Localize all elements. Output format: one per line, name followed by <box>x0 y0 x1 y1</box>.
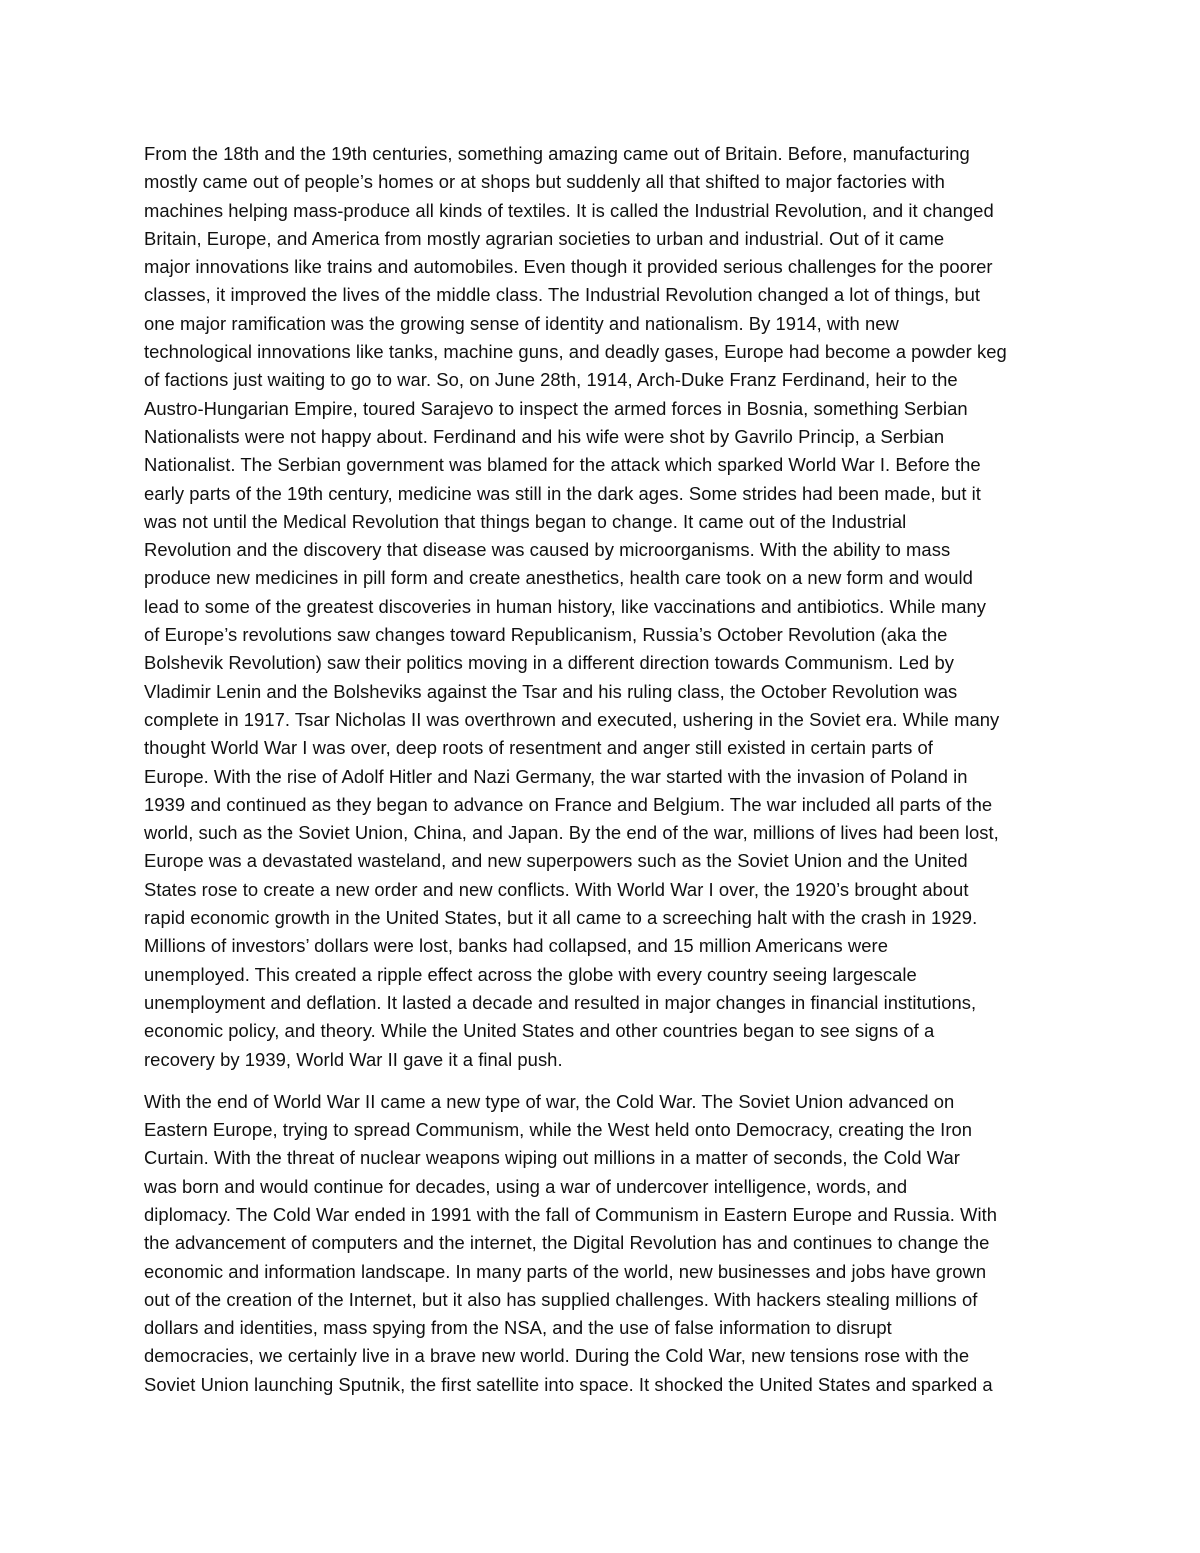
text-line: major innovations like trains and automobiles. Even though it provided serious challenges for the poorer <box>144 256 993 278</box>
text-line: lead to some of the greatest discoveries in human history, like vaccinations and antibiotics. While many <box>144 595 987 617</box>
text-line: Nationalists were not happy about. Ferdinand and his wife were shot by Gavrilo Princip, a Serbian <box>144 425 945 447</box>
text-line: technological innovations like tanks, machine guns, and deadly gases, Europe had become a powder keg <box>144 341 1007 363</box>
text-line: world, such as the Soviet Union, China, and Japan. By the end of the war, millions of lives had been lost, <box>144 822 999 844</box>
text-line: Eastern Europe, trying to spread Communism, while the West held onto Democracy, creating the Iron <box>144 1119 973 1141</box>
text-line: the advancement of computers and the internet, the Digital Revolution has and continues to change the <box>144 1232 990 1254</box>
text-line: unemployed. This created a ripple effect across the globe with every country seeing largescale <box>144 963 917 985</box>
text-line: economic and information landscape. In many parts of the world, new businesses and jobs have grown <box>144 1260 987 1282</box>
text-line: Curtain. With the threat of nuclear weapons wiping out millions in a matter of seconds, the Cold War <box>144 1147 960 1169</box>
text-line: States rose to create a new order and new conflicts. With World War I over, the 1920’s brought about <box>144 878 969 900</box>
text-line: 1939 and continued as they began to advance on France and Belgium. The war included all parts of the <box>144 793 993 815</box>
text-line: Britain, Europe, and America from mostly agrarian societies to urban and industrial. Out of it came <box>144 227 945 249</box>
text-line: Revolution and the discovery that disease was caused by microorganisms. With the ability to mass <box>144 539 951 561</box>
text-line: Austro-Hungarian Empire, toured Sarajevo to inspect the armed forces in Bosnia, something Serbian <box>144 397 968 419</box>
text-line: With the end of World War II came a new type of war, the Cold War. The Soviet Union advanced on <box>144 1090 955 1112</box>
text-line: Europe. With the rise of Adolf Hitler and Nazi Germany, the war started with the invasion of Poland in <box>144 765 968 787</box>
text-line: democracies, we certainly live in a brave new world. During the Cold War, new tensions rose with the <box>144 1345 970 1367</box>
text-line: Vladimir Lenin and the Bolsheviks against the Tsar and his ruling class, the October Revolution was <box>144 680 958 702</box>
text-line: Europe was a devastated wasteland, and new superpowers such as the Soviet Union and the United <box>144 850 968 872</box>
text-line: of Europe’s revolutions saw changes toward Republicanism, Russia’s October Revolution (aka the <box>144 624 948 646</box>
text-line: From the 18th and the 19th centuries, something amazing came out of Britain. Before, manufacturing <box>144 143 970 164</box>
text-line: unemployment and deflation. It lasted a decade and resulted in major changes in financial institutions, <box>144 991 977 1013</box>
text-line: Bolshevik Revolution) saw their politics moving in a different direction towards Communism. Led by <box>144 652 955 674</box>
text-line: complete in 1917. Tsar Nicholas II was overthrown and executed, ushering in the Soviet era. While many <box>144 708 1000 730</box>
text-line: of factions just waiting to go to war. So, on June 28th, 1914, Arch-Duke Franz Ferdinand, heir to the <box>144 369 958 391</box>
text-line: Soviet Union launching Sputnik, the first satellite into space. It shocked the United States and sparked a <box>144 1373 993 1395</box>
text-line: Millions of investors’ dollars were lost, banks had collapsed, and 15 million Americans were <box>144 935 888 957</box>
text-line: machines helping mass-produce all kinds of textiles. It is called the Industrial Revolution, and it changed <box>144 199 994 221</box>
text-line: Nationalist. The Serbian government was blamed for the attack which sparked World War I. Before the <box>144 454 981 476</box>
document-body <box>144 140 1062 1399</box>
paragraph-1 <box>144 140 1062 1074</box>
text-line: rapid economic growth in the United States, but it all came to a screeching halt with the crash in 1929. <box>144 907 978 929</box>
text-line: thought World War I was over, deep roots of resentment and anger still existed in certain parts of <box>144 737 933 759</box>
text-line: economic policy, and theory. While the United States and other countries began to see signs of a <box>144 1020 935 1042</box>
text-line: out of the creation of the Internet, but it also has supplied challenges. With hackers stealing millions of <box>144 1288 978 1310</box>
text-line: early parts of the 19th century, medicine was still in the dark ages. Some strides had been made, but it <box>144 482 981 504</box>
text-line: diplomacy. The Cold War ended in 1991 with the fall of Communism in Eastern Europe and Russia. With <box>144 1203 998 1225</box>
text-line: mostly came out of people’s homes or at shops but suddenly all that shifted to major factories with <box>144 171 945 193</box>
text-line: was not until the Medical Revolution that things began to change. It came out of the Industrial <box>144 510 907 532</box>
text-line: was born and would continue for decades, using a war of undercover intelligence, words, and <box>144 1175 908 1197</box>
text-line: one major ramification was the growing sense of identity and nationalism. By 1914, with new <box>144 312 899 334</box>
text-line: classes, it improved the lives of the middle class. The Industrial Revolution changed a lot of things, but <box>144 284 981 306</box>
text-line: produce new medicines in pill form and create anesthetics, health care took on a new form and would <box>144 567 973 589</box>
paragraph-2 <box>144 1088 1062 1399</box>
text-line: dollars and identities, mass spying from the NSA, and the use of false information to disrupt <box>144 1317 892 1339</box>
text-line: recovery by 1939, World War II gave it a final push. <box>144 1048 563 1070</box>
